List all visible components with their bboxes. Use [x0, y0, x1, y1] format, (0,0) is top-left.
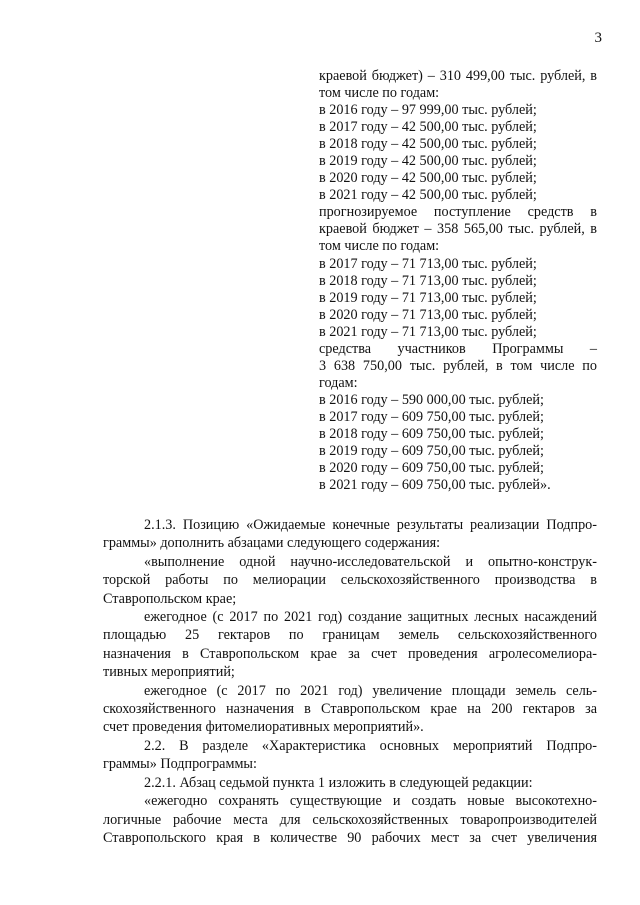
funding-line: в 2020 году – 42 500,00 тыс. рублей; — [319, 170, 537, 187]
funding-line: том числе по годам: — [319, 85, 440, 102]
body-line: 2.1.3. Позицию «Ожидаемые конечные результаты реализации Подпро- — [144, 517, 597, 533]
body-line: ежегодное (с 2017 по 2021 год) увеличение площади земель сель- — [144, 682, 597, 699]
funding-line: в 2017 году – 42 500,00 тыс. рублей; — [319, 119, 537, 136]
funding-line: в 2020 году – 71 713,00 тыс. рублей; — [319, 306, 537, 323]
funding-line: в 2019 году – 609 750,00 тыс. рублей; — [319, 443, 544, 460]
funding-line: краевой бюджет) – 310 499,00 тыс. рублей, в — [319, 68, 597, 84]
funding-line: в 2017 году – 71 713,00 тыс. рублей; — [319, 255, 537, 272]
funding-line: в 2018 году – 42 500,00 тыс. рублей; — [319, 136, 537, 153]
body-line: граммы» Подпрограммы: — [103, 756, 257, 773]
body-line: Ставропольского края в количестве 90 рабочих мест за счет увеличения — [103, 829, 597, 846]
funding-line: в 2021 году – 609 750,00 тыс. рублей». — [319, 477, 551, 494]
body-line: «ежегодно сохранять существующие и создать новые высокотехно- — [144, 793, 597, 810]
funding-line: в 2021 году – 71 713,00 тыс. рублей; — [319, 323, 537, 340]
funding-line: годам: — [319, 374, 358, 391]
body-line: 2.2. В разделе «Характеристика основных мероприятий Подпро- — [144, 737, 597, 754]
body-line: счет проведения фитомелиоративных мероприятий». — [103, 719, 424, 736]
funding-line: в 2021 году – 42 500,00 тыс. рублей; — [319, 187, 537, 204]
funding-line: том числе по годам: — [319, 238, 440, 255]
body-line: назначения в Ставропольском крае за счет проведения агролесомелиора- — [103, 645, 597, 662]
body-line: логичные рабочие места для сельскохозяйственных товаропроизводителей — [103, 811, 597, 828]
page-number: 3 — [594, 30, 602, 46]
body-line: Ставропольском крае; — [103, 590, 237, 607]
body-line: 2.2.1. Абзац седьмой пункта 1 изложить в следующей редакции: — [144, 774, 533, 791]
funding-line: в 2017 году – 609 750,00 тыс. рублей; — [319, 408, 544, 425]
funding-line: в 2019 году – 42 500,00 тыс. рублей; — [319, 153, 537, 170]
body-line: торской работы по мелиорации сельскохозяйственного производства в — [103, 572, 597, 589]
funding-line: в 2016 году – 590 000,00 тыс. рублей; — [319, 391, 544, 408]
funding-line: в 2020 году – 609 750,00 тыс. рублей; — [319, 460, 544, 477]
funding-line: прогнозируемое поступление средств в — [319, 204, 597, 221]
body-line: тивных мероприятий; — [103, 664, 235, 681]
body-line: скохозяйственного назначения в Ставропольском крае на 200 гектаров за — [103, 701, 597, 718]
funding-line: в 2018 году – 71 713,00 тыс. рублей; — [319, 272, 537, 289]
body-line: площадью 25 гектаров по границам земель сельскохозяйственного — [103, 627, 597, 644]
funding-line: в 2019 году – 71 713,00 тыс. рублей; — [319, 289, 537, 306]
funding-line: в 2016 году – 97 999,00 тыс. рублей; — [319, 102, 537, 119]
body-text — [103, 516, 597, 847]
body-line: ежегодное (с 2017 по 2021 год) создание защитных лесных насаждений — [144, 609, 597, 626]
funding-line: краевой бюджет – 358 565,00 тыс. рублей, в — [319, 221, 597, 238]
funding-line: в 2018 году – 609 750,00 тыс. рублей; — [319, 425, 544, 442]
body-line: «выполнение одной научно-исследовательской и опытно-конструк- — [144, 553, 597, 570]
funding-line: 3 638 750,00 тыс. рублей, в том числе по — [319, 357, 597, 374]
funding-column — [319, 68, 597, 494]
body-line: граммы» дополнить абзацами следующего содержания: — [103, 535, 441, 552]
funding-line: средства участников Программы – — [319, 340, 597, 357]
